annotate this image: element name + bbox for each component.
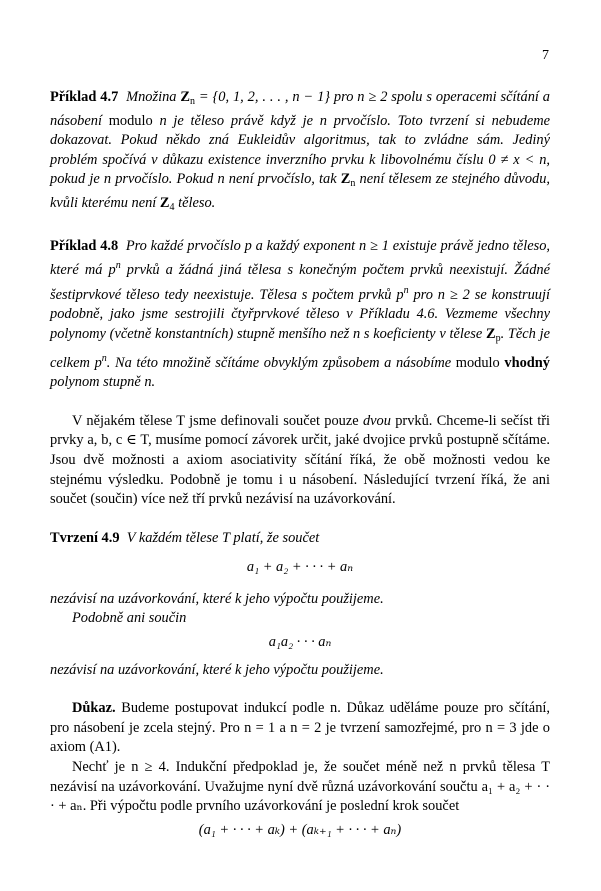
zn-symbol: Z bbox=[180, 89, 190, 105]
example-4-7-text-4: není tělesem ze stejného důvodu, kvůli kterému není bbox=[50, 171, 550, 211]
formula-product: a₁a₂ · · · aₙ bbox=[268, 634, 332, 651]
example-4-7-text-2: = {0, 1, 2, . . . , n − 1} pro n ≥ 2 spolu s operacemi sčítání a násobení bbox=[50, 89, 550, 129]
proposition-4-9-head bbox=[50, 529, 550, 549]
zn-subscript: n bbox=[189, 96, 195, 107]
example-4-8-text-3: pro n ≥ 2 se konstruují podobně, jako jsme sestrojili čtyřprvkové těleso v Příkladu 4.6. Vezmeme všechny polynomy (včetně konstantních) stupně menšího než n s koeficienty v tělese bbox=[50, 286, 550, 342]
intro-text-1: V nějakém tělese T jsme definovali součet pouze bbox=[72, 412, 363, 429]
exp-n-1: n bbox=[115, 260, 121, 272]
intro-text-2: prvků. Chceme-li sečíst tři prvky a, b, c ∈ T, musíme pomocí závorek určit, jaké dvojice prvků postupně sčítáme. Jsou dvě možnosti a axiom asociativity sčítání říká, že obě možnosti vedou ke stejnému výsledku. Podobně je tomu i u násobení. Následující tvrzení říká, že ani součet (součin) více než tří prvků nezávisí na uzávorkování. bbox=[50, 412, 550, 508]
example-4-7-label: Příklad 4.7 bbox=[50, 89, 119, 105]
intro-paragraph bbox=[50, 412, 550, 510]
proof-paragraph-1 bbox=[50, 699, 550, 758]
vhodny-word: vhodný bbox=[504, 354, 550, 371]
proof-paragraph-2: Nechť je n ≥ 4. Indukční předpoklad je, že součet méně než n prvků tělesa T nezávisí na uzávorkování. Uvažujme nyní dvě různá uzávorkování součtu a₁ + a₂ + · · · + aₙ. Při výpočtu podle prvního uzávorkování je poslední krok součet bbox=[50, 759, 550, 815]
zn-symbol-2: Z bbox=[340, 171, 351, 188]
modulo-word-2: modulo bbox=[455, 354, 500, 371]
proposition-4-9-label: Tvrzení 4.9 bbox=[50, 529, 120, 546]
example-4-8-text-1: Pro každé prvočíslo p a každý exponent n ≥ 1 existuje právě jedno těleso, které má p bbox=[50, 237, 550, 279]
z4-symbol: Z bbox=[159, 194, 170, 211]
modulo-word: modulo bbox=[108, 112, 153, 129]
exp-n-3: n bbox=[101, 352, 107, 364]
example-4-8-label: Příklad 4.8 bbox=[50, 237, 119, 254]
example-4-7-text-1: Množina bbox=[126, 89, 181, 105]
proof-formula: (a₁ + · · · + aₖ) + (aₖ₊₁ + · · · + aₙ) bbox=[198, 821, 402, 838]
example-4-7 bbox=[50, 88, 550, 218]
proposition-4-9-text-3: Podobně ani součin bbox=[72, 610, 187, 627]
intro-dvou: dvou bbox=[362, 412, 391, 429]
example-4-8-text-4: . Těch je celkem p bbox=[50, 325, 551, 371]
proof-label: Důkaz. bbox=[72, 700, 116, 717]
proposition-4-9 bbox=[50, 529, 550, 681]
page-number: 7 bbox=[542, 48, 549, 63]
exp-n-2: n bbox=[403, 284, 409, 296]
zp-symbol: Z bbox=[485, 325, 496, 342]
example-4-7-text-3: n je těleso právě když je n prvočíslo. Toto tvrzení si nebudeme dokazovat. Pokud někdo zná Eukleidův algoritmus, tak to zvládne sám. Jediný problém spočívá v důkazu existence inverzního prvku k libovolnému číslu 0 ≠ x < n, pokud je n prvočíslo. Pokud n není prvočíslo, tak bbox=[50, 112, 551, 188]
zp-subscript: p bbox=[495, 332, 501, 344]
proposition-4-9-text-2: nezávisí na uzávorkování, které k jeho výpočtu použijeme. bbox=[50, 590, 384, 607]
example-4-8-text-6: polynom stupně n. bbox=[50, 374, 156, 391]
example-4-8-text-2: prvků a žádná jiná tělesa s konečným počtem prvků neexistují. Žádné šestiprvkové těleso tedy neexistuje. Tělesa s počtem prvků p bbox=[50, 262, 550, 303]
example-4-8 bbox=[50, 237, 550, 393]
proposition-4-9-text-1: V každém tělese T platí, že součet bbox=[126, 529, 320, 546]
formula-sum: a₁ + a₂ + · · · + aₙ bbox=[246, 559, 354, 576]
page-body bbox=[50, 88, 550, 840]
example-4-7-text-5: těleso. bbox=[174, 194, 216, 211]
proof-text-1: Budeme postupovat indukcí podle n. Důkaz uděláme pouze pro sčítání, pro násobení je zcela stejný. Pro n = 1 a n = 2 je tvrzení samozřejmé, pro n = 3 jde o axiom (A1). bbox=[50, 700, 550, 756]
example-4-8-text-5: . Na této množině sčítáme obvyklým způsobem a násobíme bbox=[106, 354, 456, 371]
z4-subscript: 4 bbox=[169, 201, 175, 213]
proposition-4-9-text-4: nezávisí na uzávorkování, které k jeho výpočtu použijeme. bbox=[50, 661, 384, 678]
zn-subscript-2: n bbox=[350, 178, 356, 190]
